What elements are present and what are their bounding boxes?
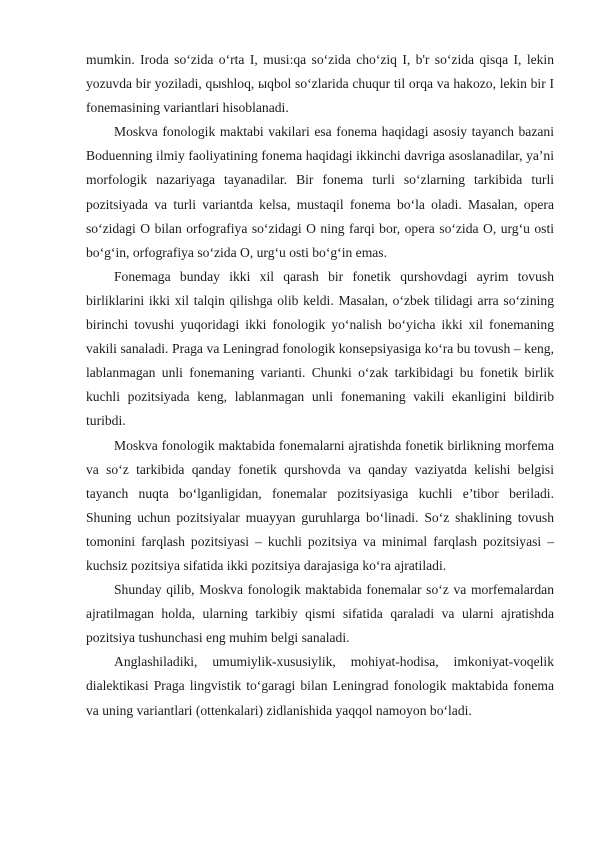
paragraph-5: Shunday qilib, Moskva fonologik maktabida fonemalar so‘z va morfemalardan ajratilmagan holda, ularning tarkibiy qismi sifatida qaraladi va ularni ajratishda pozitsiya tushunchasi eng muhim belgi sanaladi.	[86, 582, 554, 646]
document-page	[86, 48, 554, 723]
paragraph-1: mumkin. Iroda so‘zida o‘rta I, musi:qa so‘zida cho‘ziq I, b'r so‘zida qisqa I, lekin yozuvda bir yoziladi, qыshloq, ыqbol so‘zlarida chuqur til orqa va hakozo, lekin bir I fonemasining variantlari hisoblanadi.	[86, 52, 554, 116]
paragraph-3: Fonemaga bunday ikki xil qarash bir fonetik qurshovdagi ayrim tovush birliklarini ikki xil talqin qilishga olib keldi. Masalan, o‘zbek tilidagi arra so‘zining birinchi tovushi yuqoridagi ikki fonologik yo‘nalish bo‘yicha ikki xil fonemaning vakili sanaladi. Praga va Leningrad fonologik konsepsiyasiga ko‘ra bu tovush – keng, lablanmagan unli fonemaning varianti. Chunki o‘zak tarkibidagi bu fonetik birlik kuchli pozitsiyada keng, lablanmagan unli fonemaning vakili ekanligini bildirib turibdi.	[86, 268, 554, 429]
paragraph-6: Anglashiladiki, umumiylik-xususiylik, mohiyat-hodisa, imkoniyat-voqelik dialektikasi Praga lingvistik to‘garagi bilan Leningrad fonologik maktabida fonema va uning variantlari (ottenkalari) zidlanishida yaqqol namoyon bo‘ladi.	[86, 654, 554, 718]
paragraph-2: Moskva fonologik maktabi vakilari esa fonema haqidagi asosiy tayanch bazani Boduenning ilmiy faoliyatining fonema haqidagi ikkinchi davriga asoslanadilar, ya’ni morfologik nazariyaga tayanadilar. Bir fonema turli so‘zlarning tarkibida turli pozitsiyada va turli variantda kelsa, mustaqil fonema bo‘la oladi. Masalan, opera so‘zidagi O bilan orfografiya so‘zidagi O ning farqi bor, opera so‘zida O, urg‘u osti bo‘g‘in, orfografiya so‘zida O, urg‘u osti bo‘g‘in emas.	[86, 124, 554, 260]
paragraph-4: Moskva fonologik maktabida fonemalarni ajratishda fonetik birlikning morfema va so‘z tarkibida qanday fonetik qurshovda va qanday vaziyatda kelishi belgisi tayanch nuqta bo‘lganligidan, fonemalar pozitsiyasiga kuchli e’tibor beriladi. Shuning uchun pozitsiyalar muayyan guruhlarga bo‘linadi. So‘z shaklining tovush tomonini farqlash pozitsiyasi – kuchli pozitsiya va minimal farqlash pozitsiyasi – kuchsiz pozitsiya sifatida ikki pozitsiya darajasiga ko‘ra ajratiladi.	[86, 437, 554, 573]
